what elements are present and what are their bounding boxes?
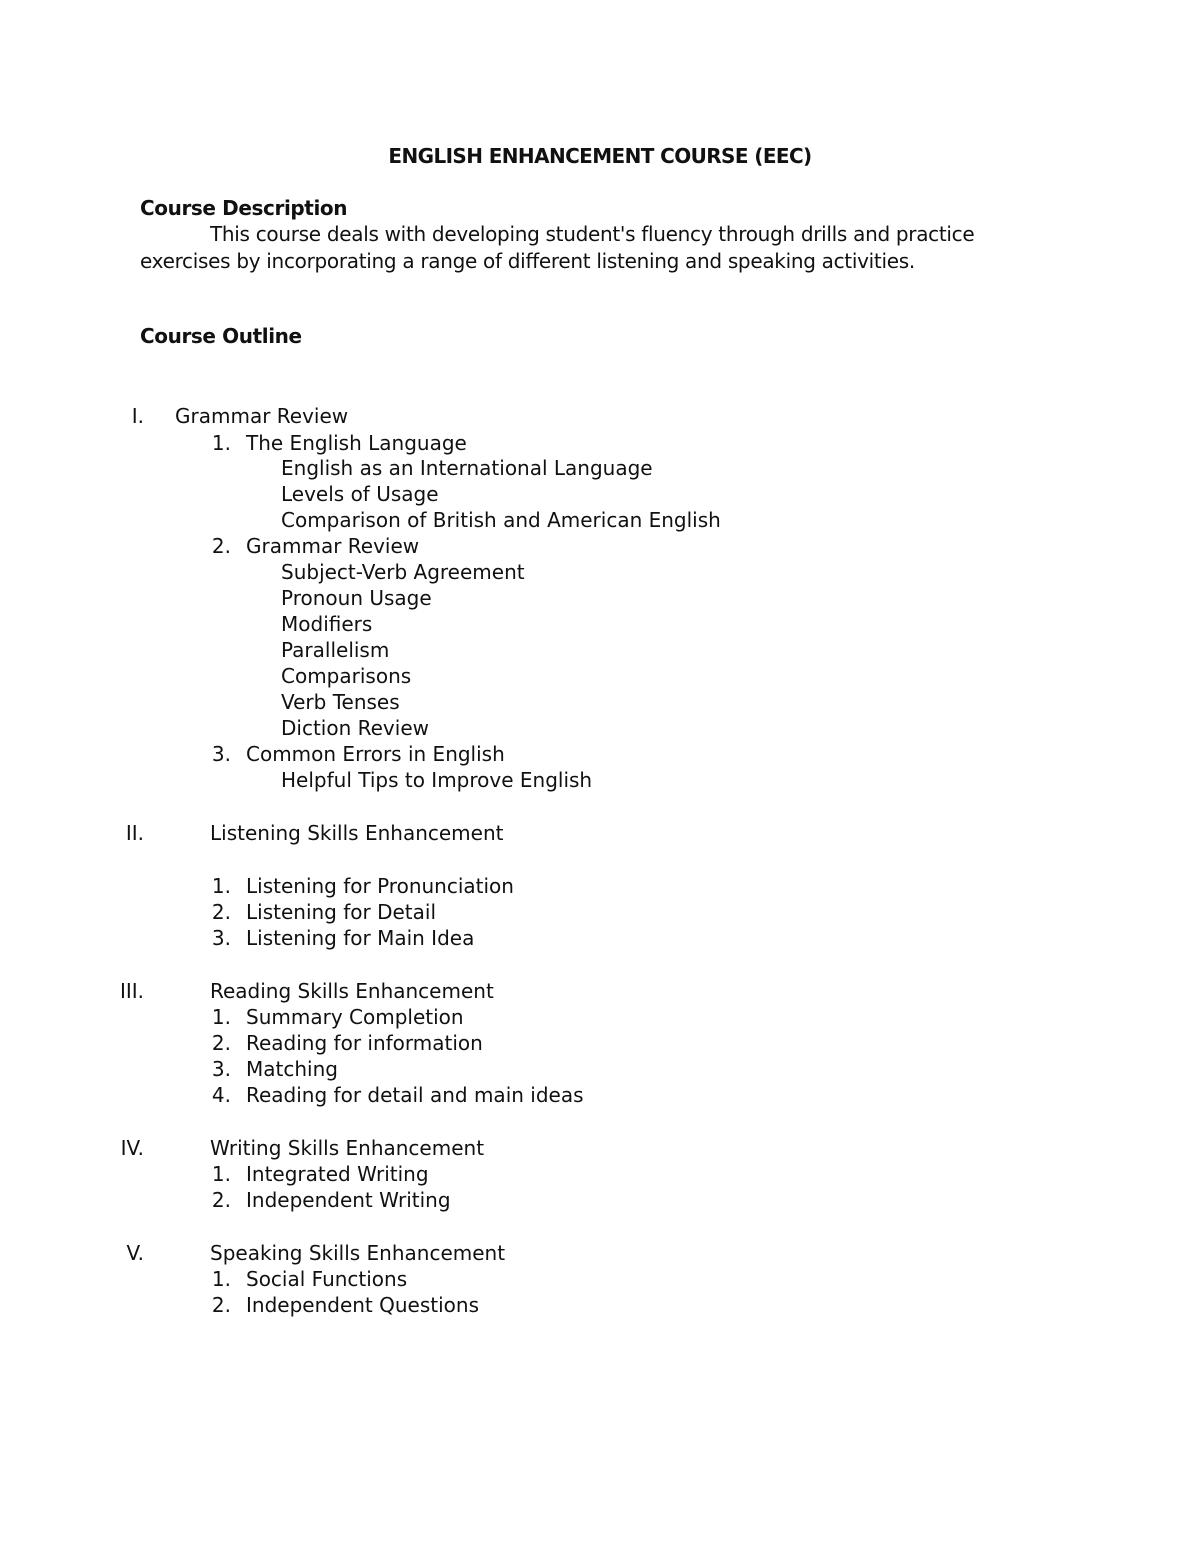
item-number: 2. (211, 1293, 231, 1317)
list-item: Independent Questions (246, 1293, 479, 1317)
item-number: 3. (211, 926, 231, 950)
section-label: Speaking Skills Enhancement (210, 1241, 506, 1265)
item-number: 2. (211, 1031, 231, 1055)
list-item: Summary Completion (246, 1005, 464, 1029)
section-label: Listening Skills Enhancement (210, 821, 504, 845)
item-number: 2. (211, 900, 231, 924)
item-number: 1. (211, 1162, 231, 1186)
sub-item: Pronoun Usage (281, 586, 432, 610)
course-outline-heading: Course Outline (140, 324, 302, 348)
sub-item: Helpful Tips to Improve English (281, 768, 593, 792)
item-number: 2. (211, 1188, 231, 1212)
item-number: 1. (211, 1005, 231, 1029)
list-item: Reading for detail and main ideas (246, 1083, 584, 1107)
item-number: 4. (211, 1083, 231, 1107)
sub-item: Subject-Verb Agreement (281, 560, 525, 584)
item-number: 2. (211, 534, 231, 558)
list-item: Common Errors in English (246, 742, 505, 766)
document-title: ENGLISH ENHANCEMENT COURSE (EEC) (388, 144, 812, 168)
list-item: Integrated Writing (246, 1162, 429, 1186)
section-numeral: IV. (120, 1136, 144, 1160)
section-label: Reading Skills Enhancement (210, 979, 494, 1003)
list-item: Social Functions (246, 1267, 408, 1291)
list-item: Matching (246, 1057, 338, 1081)
list-item: Reading for information (246, 1031, 483, 1055)
item-number: 3. (211, 1057, 231, 1081)
list-item: Listening for Detail (246, 900, 436, 924)
list-item: The English Language (246, 431, 467, 455)
section-label: Grammar Review (175, 404, 349, 428)
list-item: Grammar Review (246, 534, 420, 558)
sub-item: Modifiers (281, 612, 373, 636)
list-item: Listening for Pronunciation (246, 874, 514, 898)
item-number: 1. (211, 1267, 231, 1291)
sub-item: Levels of Usage (281, 482, 439, 506)
item-number: 3. (211, 742, 231, 766)
course-description-heading: Course Description (140, 196, 348, 220)
sub-item: Verb Tenses (281, 690, 400, 714)
sub-item: Comparisons (281, 664, 412, 688)
list-item: Listening for Main Idea (246, 926, 475, 950)
item-number: 1. (211, 874, 231, 898)
section-numeral: I. (131, 404, 144, 428)
item-number: 1. (211, 431, 231, 455)
sub-item: English as an International Language (281, 456, 653, 480)
sub-item: Parallelism (281, 638, 390, 662)
sub-item: Comparison of British and American English (281, 508, 721, 532)
section-label: Writing Skills Enhancement (210, 1136, 485, 1160)
course-description-text: This course deals with developing student's fluency through drills and practice exercises by incorporating a range of different listening and speaking activities. (140, 222, 975, 273)
section-numeral: II. (125, 821, 144, 845)
sub-item: Diction Review (281, 716, 429, 740)
section-numeral: V. (126, 1241, 144, 1265)
section-numeral: III. (119, 979, 144, 1003)
list-item: Independent Writing (246, 1188, 451, 1212)
